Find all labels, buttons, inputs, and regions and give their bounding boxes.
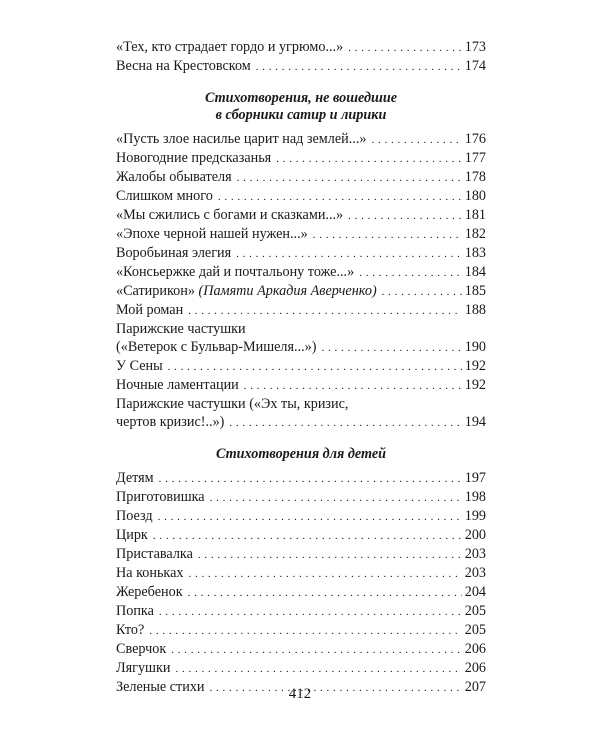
toc-entry xyxy=(116,488,486,507)
entry-title: Попка xyxy=(116,603,154,619)
section-heading-line: Стихотворения для детей xyxy=(215,446,387,462)
toc-entry xyxy=(116,357,486,376)
toc-entry xyxy=(116,469,486,488)
entry-page: 180 xyxy=(464,188,486,204)
entry-page: 199 xyxy=(464,508,486,524)
toc-entry-multiline xyxy=(116,395,486,432)
toc-entry-multiline xyxy=(116,320,486,357)
section-heading xyxy=(116,446,486,463)
entry-page: 197 xyxy=(464,470,486,486)
entry-title: Приготовишка xyxy=(116,489,205,505)
entry-page: 174 xyxy=(464,58,486,74)
toc-entry xyxy=(116,244,486,263)
entry-title: «Мы сжились с богами и сказками...» xyxy=(116,207,344,223)
entry-page: 205 xyxy=(464,603,486,619)
toc-entry xyxy=(116,225,486,244)
entry-title: Кто? xyxy=(116,622,145,638)
dot-leader xyxy=(168,357,462,376)
entry-title: Зеленые стихи xyxy=(116,679,205,695)
entry-last-line xyxy=(116,413,486,432)
entry-page: 182 xyxy=(464,226,486,242)
entry-title: Детям xyxy=(116,470,154,486)
entry-page: 188 xyxy=(464,302,486,318)
entry-title: Сверчок xyxy=(116,641,167,657)
entry-page: 192 xyxy=(464,377,486,393)
table-of-contents xyxy=(116,38,486,697)
dot-leader xyxy=(382,282,462,301)
entry-page: 185 xyxy=(464,283,486,299)
entry-page: 203 xyxy=(464,546,486,562)
page-number: 412 xyxy=(288,686,312,702)
dot-leader xyxy=(236,244,462,263)
entry-title: На коньках xyxy=(116,565,184,581)
entry-page: 205 xyxy=(464,622,486,638)
toc-entry xyxy=(116,545,486,564)
dot-leader xyxy=(244,376,462,395)
entry-title: Жалобы обывателя xyxy=(116,169,232,185)
entry-page: 190 xyxy=(464,339,486,355)
dot-leader xyxy=(313,225,462,244)
dot-leader xyxy=(276,149,462,168)
dot-leader xyxy=(229,413,461,432)
entry-title: Поезд xyxy=(116,508,153,524)
dot-leader xyxy=(189,564,462,583)
toc-entry xyxy=(116,526,486,545)
toc-entry xyxy=(116,168,486,187)
dot-leader xyxy=(218,187,462,206)
entry-title: Новогодние предсказанья xyxy=(116,150,272,166)
dot-leader xyxy=(256,57,462,76)
entry-page: 173 xyxy=(464,39,486,55)
entry-title: Приставалка xyxy=(116,546,193,562)
entry-page: 200 xyxy=(464,527,486,543)
entry-page: 176 xyxy=(464,131,486,147)
entry-page: 204 xyxy=(464,584,486,600)
entry-title: Весна на Крестовском xyxy=(116,58,251,74)
entry-page: 192 xyxy=(464,358,486,374)
toc-entry xyxy=(116,602,486,621)
toc-entry xyxy=(116,206,486,225)
dot-leader xyxy=(159,469,462,488)
entry-title: «Эпохе черной нашей нужен...» xyxy=(116,226,308,242)
entry-title: Цирк xyxy=(116,527,148,543)
entry-title: Мой роман xyxy=(116,302,184,318)
toc-entry xyxy=(116,640,486,659)
dot-leader xyxy=(348,206,462,225)
dot-leader xyxy=(188,583,462,602)
toc-entry xyxy=(116,282,486,301)
entry-page: 178 xyxy=(464,169,486,185)
dot-leader xyxy=(198,545,462,564)
dot-leader xyxy=(321,338,461,357)
entry-title xyxy=(116,282,377,300)
entry-page: 198 xyxy=(464,489,486,505)
toc-entry xyxy=(116,130,486,149)
entry-title: Лягушки xyxy=(116,660,171,676)
dot-leader xyxy=(171,640,461,659)
toc-entry xyxy=(116,57,486,76)
entry-page: 203 xyxy=(464,565,486,581)
toc-entry xyxy=(116,583,486,602)
dot-leader xyxy=(149,621,461,640)
dot-leader xyxy=(210,488,462,507)
dot-leader xyxy=(159,602,462,621)
entry-title-line: чертов кризис!..») xyxy=(116,414,225,430)
section-heading-line: Стихотворения, не вошедшие xyxy=(204,90,398,106)
toc-entry xyxy=(116,187,486,206)
entry-title: «Тех, кто страдает гордо и угрюмо...» xyxy=(116,39,344,55)
entry-title: «Пусть злое насилье царит над землей...» xyxy=(116,131,367,147)
entry-title-line: («Ветерок с Бульвар-Мишеля...») xyxy=(116,339,317,355)
dot-leader xyxy=(158,507,462,526)
toc-entry xyxy=(116,564,486,583)
entry-title: Воробьиная элегия xyxy=(116,245,232,261)
entry-title: У Сены xyxy=(116,358,163,374)
entry-page: 177 xyxy=(464,150,486,166)
toc-entry xyxy=(116,659,486,678)
dot-leader xyxy=(371,130,461,149)
dot-leader xyxy=(175,659,461,678)
toc-entry xyxy=(116,38,486,57)
entry-title-line: Парижские частушки xyxy=(116,321,246,337)
section-heading xyxy=(116,90,486,124)
toc-entry xyxy=(116,263,486,282)
entry-page: 181 xyxy=(464,207,486,223)
section-heading-line: в сборники сатир и лирики xyxy=(215,107,387,123)
toc-entry xyxy=(116,301,486,320)
dot-leader xyxy=(153,526,462,545)
dot-leader xyxy=(348,38,462,57)
toc-entry xyxy=(116,621,486,640)
entry-title: Слишком много xyxy=(116,188,213,204)
dot-leader xyxy=(188,301,462,320)
entry-title: Жеребенок xyxy=(116,584,183,600)
entry-last-line xyxy=(116,338,486,357)
toc-entry xyxy=(116,507,486,526)
entry-page: 184 xyxy=(464,264,486,280)
entry-page: 183 xyxy=(464,245,486,261)
entry-title-line: Парижские частушки («Эх ты, кризис, xyxy=(116,396,349,412)
entry-page: 206 xyxy=(464,660,486,676)
entry-page: 194 xyxy=(464,414,486,430)
dot-leader xyxy=(359,263,462,282)
entry-title: «Консьержке дай и почтальону тоже...» xyxy=(116,264,355,280)
entry-title-main: «Сатирикон» xyxy=(116,283,195,299)
entry-page: 207 xyxy=(464,679,486,695)
entry-title: Ночные ламентации xyxy=(116,377,239,393)
toc-entry xyxy=(116,149,486,168)
toc-entry xyxy=(116,376,486,395)
entry-subtitle: (Памяти Аркадия Аверченко) xyxy=(198,283,377,299)
entry-page: 206 xyxy=(464,641,486,657)
dot-leader xyxy=(237,168,462,187)
